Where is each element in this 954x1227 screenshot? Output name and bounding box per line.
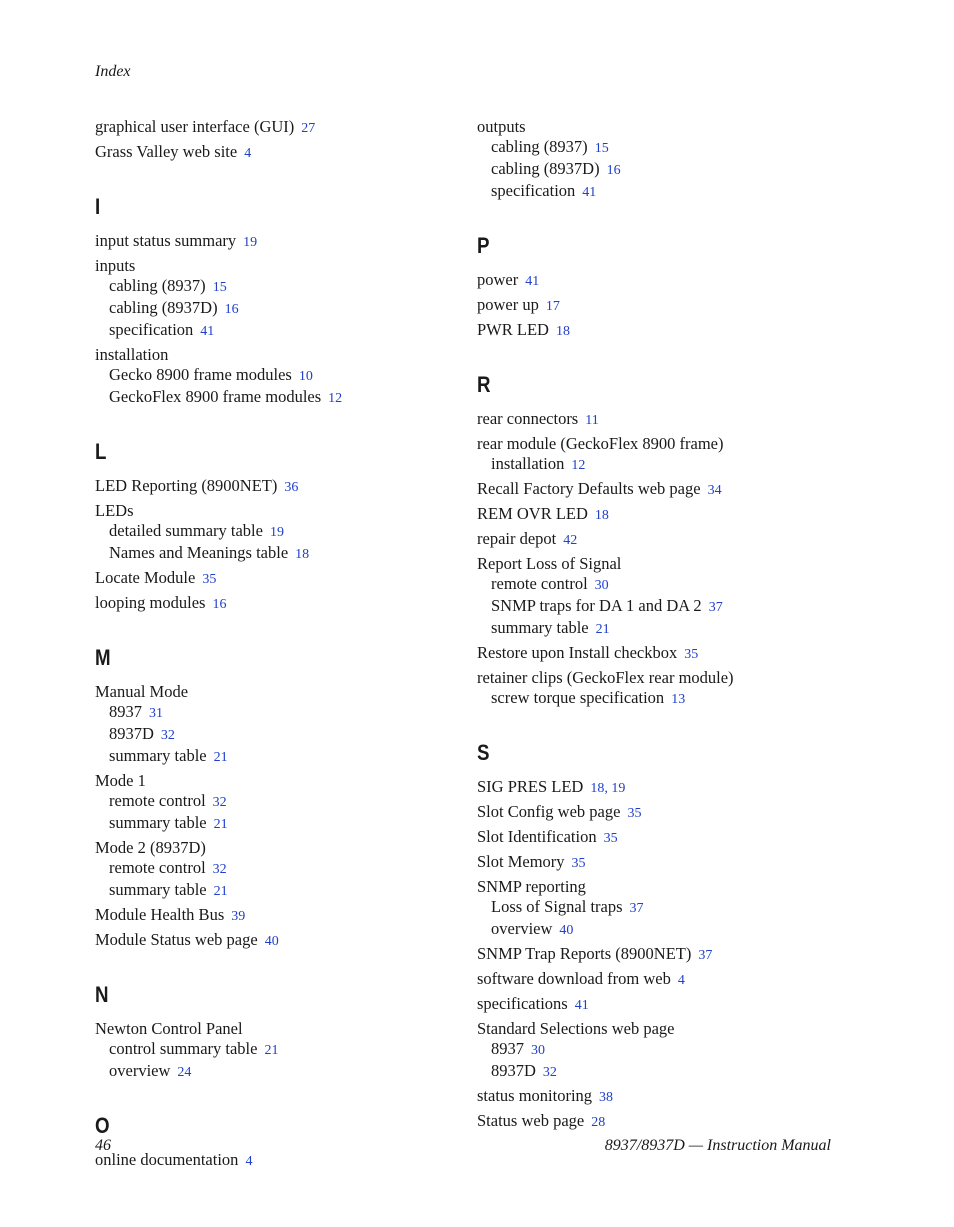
index-entry-main-text: Status web page	[477, 1111, 585, 1130]
index-entry-main	[477, 554, 857, 574]
index-subentry-text: control summary table	[109, 1039, 258, 1058]
page-reference-link[interactable]: 16	[224, 302, 239, 317]
index-entry-main	[477, 434, 857, 454]
page-reference-link[interactable]: 21	[213, 817, 228, 832]
index-entry	[477, 1086, 857, 1108]
index-entry	[477, 504, 857, 526]
index-subentry	[95, 724, 475, 746]
index-column-right	[477, 117, 857, 1136]
page-reference-link[interactable]: 40	[559, 923, 574, 938]
index-subentry	[477, 688, 857, 710]
index-subentry	[95, 702, 475, 724]
index-entry-main-text: Standard Selections web page	[477, 1019, 675, 1038]
section-letter-m: M	[95, 645, 111, 670]
index-entry-main	[95, 568, 475, 590]
page-reference-link[interactable]: 28	[591, 1115, 606, 1130]
index-entry	[477, 802, 857, 824]
index-subentry	[477, 897, 857, 919]
index-column-left	[95, 117, 475, 1175]
index-entry-main	[95, 117, 475, 139]
index-entry-main-text: specifications	[477, 994, 568, 1013]
index-entry-main	[477, 409, 857, 431]
section-letter-o: O	[95, 1113, 110, 1138]
index-entry-main-text: power	[477, 270, 519, 289]
page-reference-link[interactable]: 30	[594, 578, 609, 593]
page-reference-link[interactable]: 15	[594, 141, 609, 156]
index-entry	[95, 1150, 475, 1172]
index-entry-main-text: Module Status web page	[95, 930, 258, 949]
page-reference-link[interactable]: 16	[212, 597, 227, 612]
page-reference-link[interactable]: 38	[599, 1090, 614, 1105]
page-reference-link[interactable]: 12	[328, 391, 343, 406]
index-entry	[477, 777, 857, 799]
index-entry-main-text: status monitoring	[477, 1086, 593, 1105]
index-entry	[477, 409, 857, 431]
index-entry-main-text: Slot Identification	[477, 827, 597, 846]
index-subentry	[95, 791, 475, 813]
index-entry-main-text: Grass Valley web site	[95, 142, 238, 161]
index-entry-main	[95, 501, 475, 521]
index-entry	[95, 838, 475, 902]
index-subentry	[95, 880, 475, 902]
index-subentry	[95, 365, 475, 387]
index-entry-main-text: LEDs	[95, 501, 134, 520]
index-entry	[477, 320, 857, 342]
index-entry-main-text: Mode 1	[95, 771, 146, 790]
page-reference-link[interactable]: 4	[677, 973, 685, 988]
page-reference-link[interactable]: 37	[629, 901, 644, 916]
index-entry-main-text: Manual Mode	[95, 682, 189, 701]
index-subentry-text: installation	[491, 454, 565, 473]
index-subentry-text: specification	[109, 320, 194, 339]
section-letter-s: S	[477, 740, 490, 765]
index-subentry	[95, 276, 475, 298]
index-subentry-text: summary table	[109, 880, 207, 899]
index-entry-main	[477, 320, 857, 342]
index-entry-main	[477, 504, 857, 526]
index-subentry	[477, 1039, 857, 1061]
index-entry-main	[95, 905, 475, 927]
page-reference-link[interactable]: 35	[202, 572, 217, 587]
index-entry-main	[95, 593, 475, 615]
index-subentry-text: cabling (8937D)	[109, 298, 218, 317]
index-entry-main	[477, 827, 857, 849]
index-subentry	[95, 1039, 475, 1061]
page-reference-link[interactable]: 32	[212, 862, 227, 877]
index-subentry-text: remote control	[109, 791, 206, 810]
section-letter-n: N	[95, 982, 109, 1007]
page-reference-link[interactable]: 4	[244, 146, 252, 161]
index-entry-main-text: graphical user interface (GUI)	[95, 117, 295, 136]
index-entry-main	[477, 994, 857, 1016]
index-subentry-text: cabling (8937)	[109, 276, 206, 295]
index-entry	[477, 270, 857, 292]
index-subentry-text: overview	[109, 1061, 171, 1080]
page-reference-link[interactable]: 31	[149, 706, 163, 721]
index-subentry	[95, 858, 475, 880]
index-entry-main-text: power up	[477, 295, 539, 314]
index-entry-main-text: LED Reporting (8900NET)	[95, 476, 278, 495]
index-subentry-text: GeckoFlex 8900 frame modules	[109, 387, 322, 406]
index-entry	[477, 643, 857, 665]
index-entry	[477, 295, 857, 317]
index-subentry-text: summary table	[491, 618, 589, 637]
index-entry-main-text: SNMP Trap Reports (8900NET)	[477, 944, 692, 963]
index-subentry-text: remote control	[109, 858, 206, 877]
page-reference-link[interactable]: 13	[671, 692, 686, 707]
index-entry	[95, 771, 475, 835]
index-entry-main	[477, 944, 857, 966]
index-entry	[477, 969, 857, 991]
page-reference-link[interactable]: 15	[212, 280, 227, 295]
index-entry-main-text: input status summary	[95, 231, 237, 250]
index-entry-main-text: Locate Module	[95, 568, 196, 587]
page-reference-link[interactable]: 4	[245, 1154, 253, 1169]
index-entry	[95, 256, 475, 342]
index-subentry-text: 8937	[491, 1039, 524, 1058]
page-reference-link[interactable]: 35	[603, 831, 618, 846]
index-entry-main-text: repair depot	[477, 529, 557, 548]
page-reference-link[interactable]: 41	[525, 274, 540, 289]
page-reference-link[interactable]: 24	[177, 1065, 192, 1080]
index-entry-main-text: retainer clips (GeckoFlex rear module)	[477, 668, 734, 687]
index-entry	[477, 994, 857, 1016]
index-entry-main-text: Recall Factory Defaults web page	[477, 479, 701, 498]
page-reference-link[interactable]: 11	[585, 413, 599, 428]
index-entry-main	[95, 930, 475, 952]
index-subentry	[477, 618, 857, 640]
index-subentry	[95, 813, 475, 835]
index-subentry	[477, 181, 857, 203]
index-entry-main	[95, 838, 475, 858]
index-entry-main	[477, 802, 857, 824]
index-entry	[477, 668, 857, 710]
index-entry-main-text: inputs	[95, 256, 136, 275]
running-header: Index	[95, 63, 131, 80]
index-entry-main	[477, 1086, 857, 1108]
index-subentry-text: cabling (8937D)	[491, 159, 600, 178]
index-subentry	[477, 919, 857, 941]
index-entry-main-text: Slot Config web page	[477, 802, 621, 821]
index-entry	[477, 877, 857, 941]
page-reference-link[interactable]: 39	[231, 909, 246, 924]
page-reference-link[interactable]: 32	[212, 795, 227, 810]
index-entry	[477, 554, 857, 640]
manual-title: 8937/8937D — Instruction Manual	[604, 1137, 831, 1154]
index-entry-main-text: installation	[95, 345, 169, 364]
index-entry	[95, 568, 475, 590]
index-entry-main	[477, 270, 857, 292]
index-entry-main	[477, 1111, 857, 1133]
index-entry	[95, 142, 475, 164]
index-entry-main	[95, 771, 475, 791]
page-reference-link[interactable]: 41	[200, 324, 215, 339]
index-subentry-text: 8937	[109, 702, 142, 721]
index-entry-main	[95, 256, 475, 276]
index-entry	[95, 682, 475, 768]
index-subentry-text: Names and Meanings table	[109, 543, 289, 562]
index-subentry-text: summary table	[109, 746, 207, 765]
index-entry-main-text: SNMP reporting	[477, 877, 586, 896]
page-reference-link[interactable]: 16	[606, 163, 621, 178]
index-entry-main	[95, 345, 475, 365]
section-letter-i: I	[95, 194, 101, 219]
index-subentry-text: screw torque specification	[491, 688, 665, 707]
index-entry-main	[477, 529, 857, 551]
index-subentry-text: detailed summary table	[109, 521, 263, 540]
index-subentry-text: overview	[491, 919, 553, 938]
index-subentry	[95, 387, 475, 409]
index-entry-main-text: outputs	[477, 117, 526, 136]
index-entry	[95, 501, 475, 565]
index-subentry-text: 8937D	[491, 1061, 536, 1080]
index-entry	[477, 479, 857, 501]
index-subentry	[477, 574, 857, 596]
index-subentry-text: remote control	[491, 574, 588, 593]
index-subentry	[477, 454, 857, 476]
index-entry-main-text: Module Health Bus	[95, 905, 225, 924]
index-entry-main	[477, 643, 857, 665]
index-entry	[95, 117, 475, 139]
index-entry-main	[477, 479, 857, 501]
index-entry-main-text: SIG PRES LED	[477, 777, 584, 796]
index-subentry	[477, 159, 857, 181]
index-entry-main-text: Report Loss of Signal	[477, 554, 622, 573]
index-entry-main	[477, 777, 857, 799]
index-subentry-text: specification	[491, 181, 576, 200]
index-subentry	[95, 298, 475, 320]
index-entry-main-text: Newton Control Panel	[95, 1019, 243, 1038]
index-entry	[477, 852, 857, 874]
page-reference-link[interactable]: 18, 19	[590, 781, 626, 796]
index-subentry-text: SNMP traps for DA 1 and DA 2	[491, 596, 702, 615]
index-entry	[95, 905, 475, 927]
page-reference-link[interactable]: 19	[269, 525, 284, 540]
page-reference-link[interactable]: 35	[571, 856, 586, 871]
page-reference-link[interactable]: 12	[571, 458, 586, 473]
index-entry-main	[95, 231, 475, 253]
index-subentry-text: 8937D	[109, 724, 154, 743]
index-entry-main	[477, 117, 857, 137]
index-entry	[95, 930, 475, 952]
index-entry-main-text: software download from web	[477, 969, 671, 988]
page-reference-link[interactable]: 18	[555, 324, 570, 339]
page-reference-link[interactable]: 18	[295, 547, 310, 562]
page-reference-link[interactable]: 41	[574, 998, 589, 1013]
index-entry-main-text: online documentation	[95, 1150, 239, 1169]
section-letter-p: P	[477, 233, 490, 258]
page-reference-link[interactable]: 32	[160, 728, 175, 743]
page-reference-link[interactable]: 21	[264, 1043, 279, 1058]
index-entry-main	[95, 1019, 475, 1039]
section-letter-r: R	[477, 372, 491, 397]
index-entry-main	[95, 476, 475, 498]
page-reference-link[interactable]: 17	[545, 299, 560, 314]
index-entry-main	[477, 852, 857, 874]
page-reference-link[interactable]: 42	[563, 533, 578, 548]
index-subentry	[95, 1061, 475, 1083]
index-subentry-text: Gecko 8900 frame modules	[109, 365, 292, 384]
index-subentry-text: summary table	[109, 813, 207, 832]
index-entry	[477, 827, 857, 849]
section-letter-l: L	[95, 439, 107, 464]
index-entry	[477, 1019, 857, 1083]
page-reference-link[interactable]: 18	[594, 508, 609, 523]
index-entry-main-text: rear module (GeckoFlex 8900 frame)	[477, 434, 724, 453]
index-entry	[95, 1019, 475, 1083]
page-reference-link[interactable]: 27	[301, 121, 316, 136]
page-reference-link[interactable]: 35	[684, 647, 699, 662]
index-entry-main-text: Mode 2 (8937D)	[95, 838, 206, 857]
index-entry-main	[477, 877, 857, 897]
page-reference-link[interactable]: 37	[698, 948, 713, 963]
page-reference-link[interactable]: 21	[595, 622, 610, 637]
index-entry-main-text: Restore upon Install checkbox	[477, 643, 678, 662]
index-entry	[477, 1111, 857, 1133]
page-reference-link[interactable]: 30	[531, 1043, 545, 1058]
page-reference-link[interactable]: 34	[707, 483, 722, 498]
page-reference-link[interactable]: 41	[582, 185, 597, 200]
page-reference-link[interactable]: 32	[542, 1065, 557, 1080]
page-reference-link[interactable]: 36	[284, 480, 299, 495]
index-subentry	[477, 1061, 857, 1083]
index-subentry-text: cabling (8937)	[491, 137, 588, 156]
index-entry	[95, 593, 475, 615]
index-entry-main	[95, 142, 475, 164]
page-number: 46	[95, 1137, 111, 1154]
index-entry-main	[477, 295, 857, 317]
index-entry	[95, 345, 475, 409]
page-reference-link[interactable]: 10	[298, 369, 313, 384]
page-reference-link[interactable]: 19	[243, 235, 258, 250]
index-subentry	[477, 137, 857, 159]
index-entry	[477, 944, 857, 966]
index-entry	[477, 529, 857, 551]
index-subentry	[95, 521, 475, 543]
index-entry-main	[95, 1150, 475, 1172]
index-entry-main-text: rear connectors	[477, 409, 579, 428]
index-entry-main-text: Slot Memory	[477, 852, 565, 871]
index-subentry-text: Loss of Signal traps	[491, 897, 623, 916]
index-entry-main-text: PWR LED	[477, 320, 549, 339]
index-subentry	[95, 543, 475, 565]
index-entry-main-text: REM OVR LED	[477, 504, 588, 523]
index-entry	[95, 476, 475, 498]
index-entry	[95, 231, 475, 253]
index-entry-main	[477, 668, 857, 688]
page-reference-link[interactable]: 21	[213, 884, 228, 899]
page-reference-link[interactable]: 37	[708, 600, 723, 615]
index-entry-main-text: looping modules	[95, 593, 206, 612]
index-entry	[477, 434, 857, 476]
index-entry	[477, 117, 857, 203]
page-reference-link[interactable]: 21	[213, 750, 228, 765]
page-reference-link[interactable]: 40	[264, 934, 279, 949]
index-subentry	[95, 320, 475, 342]
index-subentry	[477, 596, 857, 618]
index-subentry	[95, 746, 475, 768]
page-reference-link[interactable]: 35	[627, 806, 642, 821]
index-entry-main	[95, 682, 475, 702]
index-entry-main	[477, 969, 857, 991]
index-entry-main	[477, 1019, 857, 1039]
